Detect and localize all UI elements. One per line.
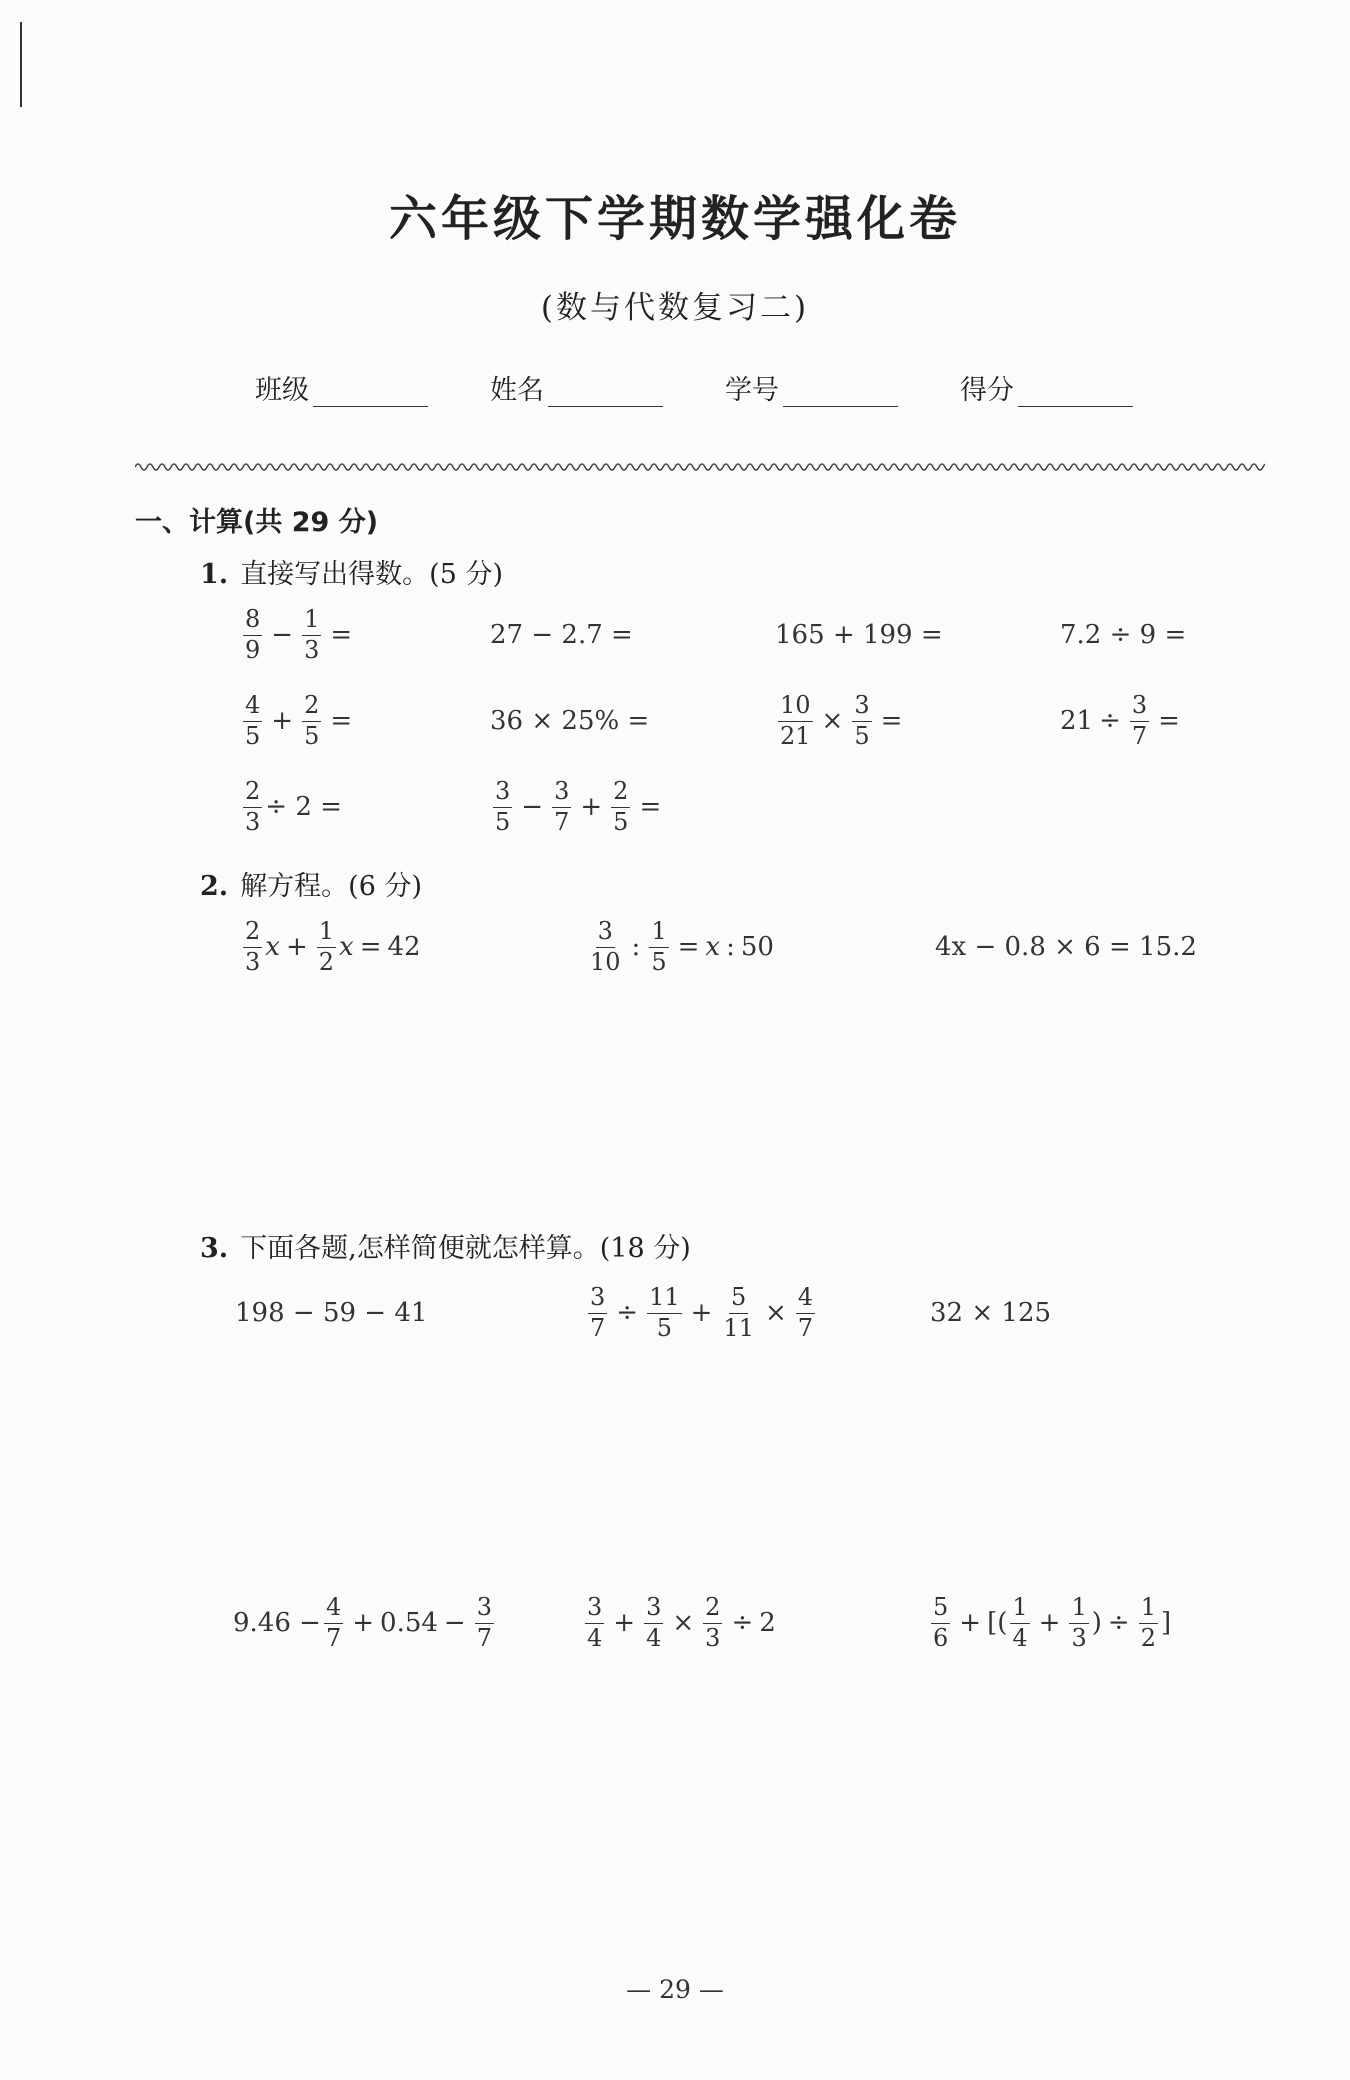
equation: $\frac{3}{10}$ : $\frac{1}{5}$ = x : 50 [590, 917, 774, 976]
expr: 165 + 199 = [775, 620, 943, 650]
q3-row-1 [0, 1278, 1350, 1348]
expr: $\frac{3}{7}$ ÷ $\frac{11}{5}$ + $\frac{5}{11}$ × $\frac{4}{7}$ [590, 1283, 814, 1342]
name-field[interactable]: 姓名 [490, 368, 663, 407]
equation: $\frac{2}{3}$ x + $\frac{1}{2}$ x = 42 [245, 917, 421, 976]
expr: $\frac{8}{9}$ − $\frac{1}{3}$ = [245, 605, 353, 664]
expr: $\frac{10}{21}$ × $\frac{3}{5}$ = [780, 691, 903, 750]
q3-row-2 [0, 1588, 1350, 1658]
expr: $\frac{3}{5}$ − $\frac{3}{7}$ + $\frac{2}{5}$ = [495, 777, 662, 836]
class-field[interactable]: 班级 [255, 368, 428, 407]
expr: $\frac{5}{6}$ + [( $\frac{1}{4}$ + $\frac{1}{3}$ ) ÷ $\frac{1}{2}$ ] [933, 1593, 1172, 1652]
student-id-field[interactable]: 学号 [725, 368, 898, 407]
wavy-divider [135, 460, 1265, 474]
question-2: 2. 解方程。(6 分) [200, 871, 423, 902]
question-1: 1. 直接写出得数。(5 分) [200, 559, 504, 590]
section-heading: 一、计算(共 29 分) [135, 507, 379, 538]
expr: 27 − 2.7 = [490, 620, 633, 650]
binding-margin-line [20, 22, 22, 107]
equation: 4x − 0.8 × 6 = 15.2 [935, 932, 1197, 962]
q1-row-3 [0, 772, 1350, 842]
student-info-fields [255, 368, 1155, 407]
page-title: 六年级下学期数学强化卷 [388, 191, 961, 247]
score-field[interactable]: 得分 [960, 368, 1133, 407]
expr: 21 ÷ $\frac{3}{7}$ = [1060, 691, 1180, 750]
expr: 9.46 − $\frac{4}{7}$ + 0.54 − $\frac{3}{7}$ [233, 1593, 492, 1652]
expr: 198 − 59 − 41 [235, 1298, 428, 1328]
expr: $\frac{4}{5}$ + $\frac{2}{5}$ = [245, 691, 353, 750]
page-number: — 29 — [626, 1975, 724, 2004]
expr: 7.2 ÷ 9 = [1060, 620, 1187, 650]
expr: 36 × 25% = [490, 706, 650, 736]
expr: $\frac{2}{3}$ ÷ 2 = [245, 777, 342, 836]
q2-row [0, 912, 1350, 982]
q1-row-2 [0, 686, 1350, 756]
expr: 32 × 125 [930, 1298, 1052, 1328]
expr: $\frac{3}{4}$ + $\frac{3}{4}$ × $\frac{2}{3}$ ÷ 2 [587, 1593, 776, 1652]
question-3: 3. 下面各题,怎样简便就怎样算。(18 分) [200, 1233, 691, 1264]
q1-row-1 [0, 600, 1350, 670]
page-subtitle: (数与代数复习二) [540, 290, 810, 326]
